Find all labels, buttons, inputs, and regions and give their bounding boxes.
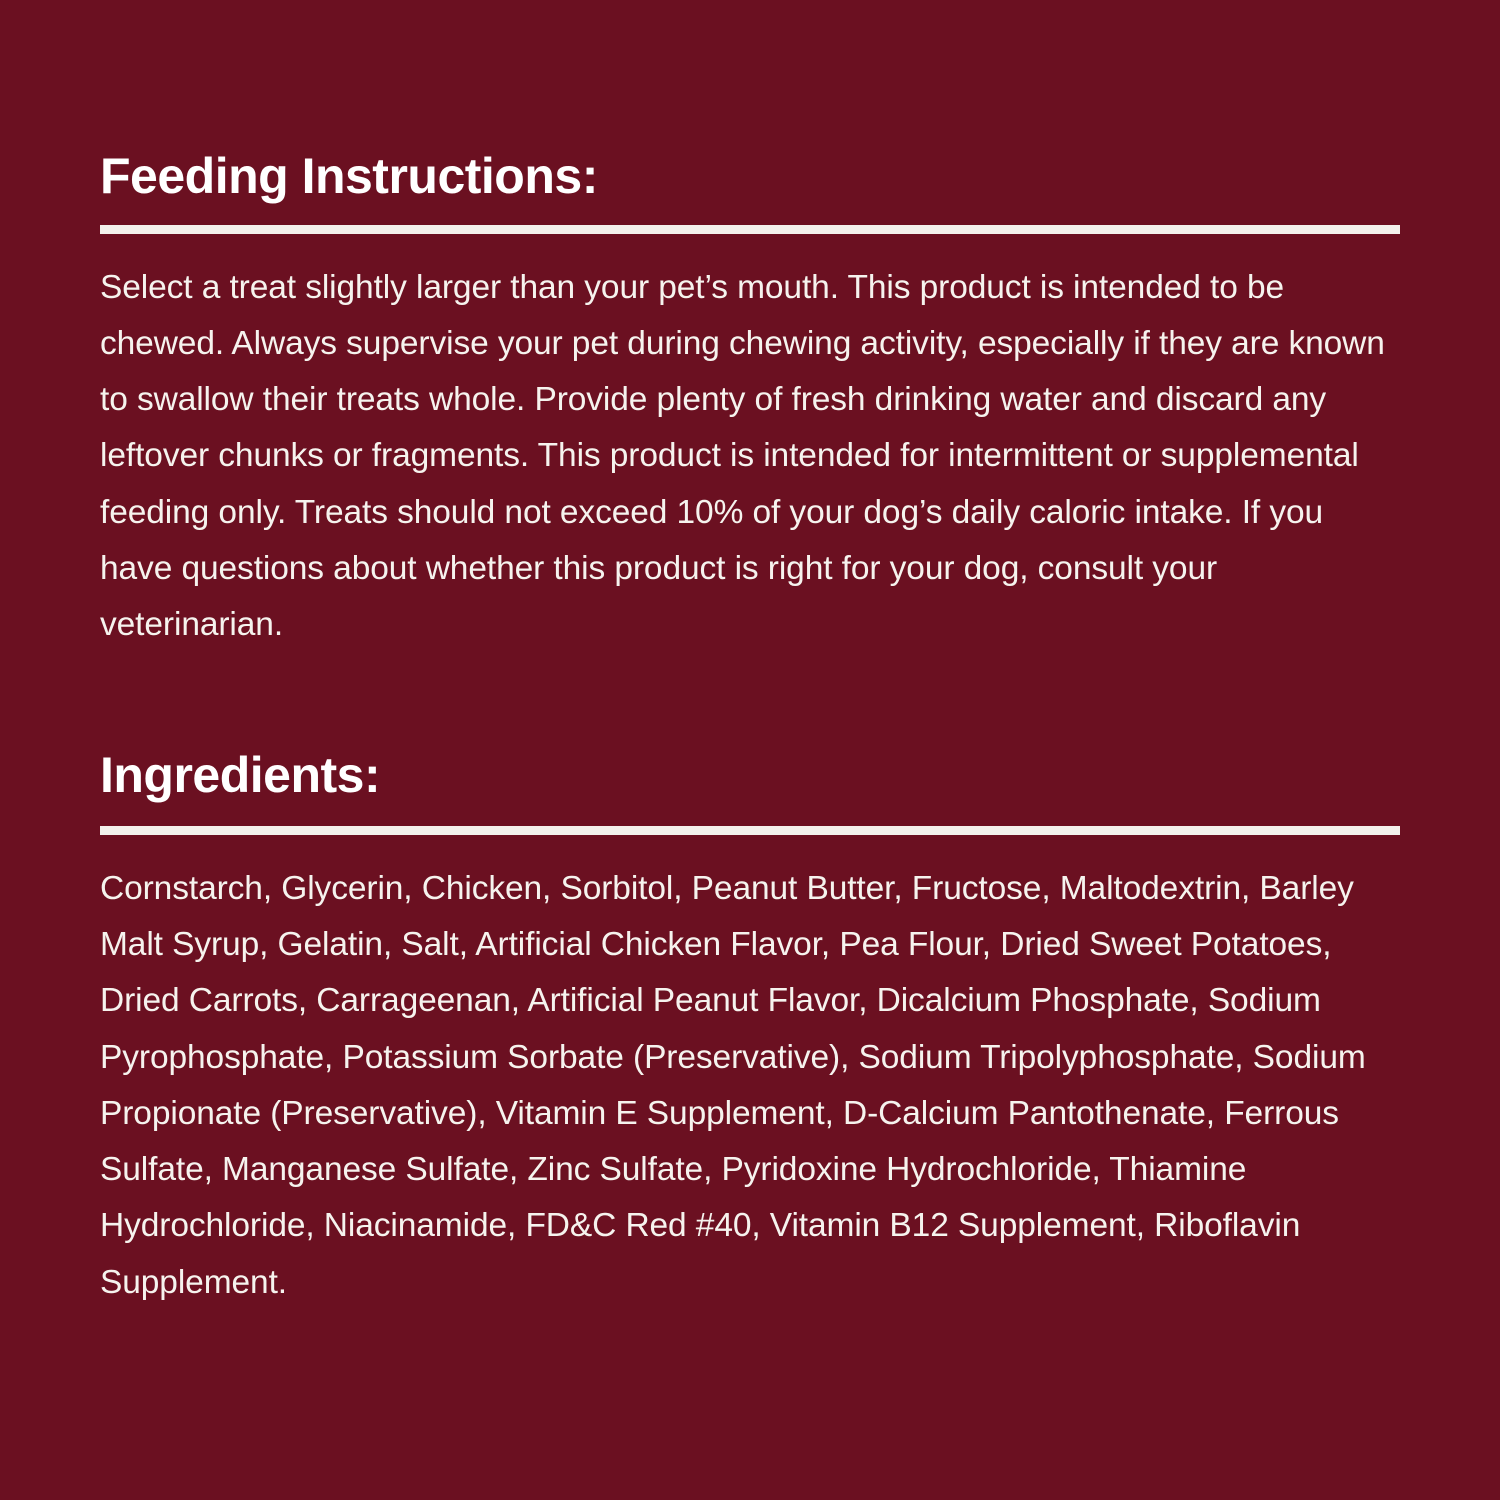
ingredients-divider	[100, 826, 1400, 835]
feeding-instructions-heading: Feeding Instructions:	[100, 148, 598, 204]
feeding-instructions-divider	[100, 225, 1400, 234]
ingredients-text: Cornstarch, Glycerin, Chicken, Sorbitol, Peanut Butter, Fructose, Maltodextrin, Barley Malt Syrup, Gelatin, Salt, Artificial Chicken Flavor, Pea Flour, Dried Sweet Potatoes, Dried Carrots, Carrageenan, Artificial Peanut Flavor, Dicalcium Phosphate, Sodium Pyrophosphate, Potassium Sorbate (Preservative), Sodium Tripolyphosphate, Sodium Propionate (Preservative), Vitamin E Supplement, D-Calcium Pantothenate, Ferrous Sulfate, Manganese Sulfate, Zinc Sulfate, Pyridoxine Hydrochloride, Thiamine Hydrochloride, Niacinamide, FD&C Red #40, Vitamin B12 Supplement, Riboflavin Supplement.	[100, 869, 1366, 1301]
feeding-instructions-text: Select a treat slightly larger than your pet’s mouth. This product is intended to be chewed. Always supervise your pet during chewing activity, especially if they are known to swallow their treats whole. Provide plenty of fresh drinking water and discard any leftover chunks or fragments. This product is intended for intermittent or supplemental feeding only. Treats should not exceed 10% of your dog’s daily caloric intake. If you have questions about whether this product is right for your dog, consult your veterinarian.	[100, 268, 1385, 644]
ingredients-heading: Ingredients:	[100, 747, 381, 804]
feeding-instructions-section	[100, 150, 1400, 653]
ingredients-section	[100, 749, 1400, 1311]
